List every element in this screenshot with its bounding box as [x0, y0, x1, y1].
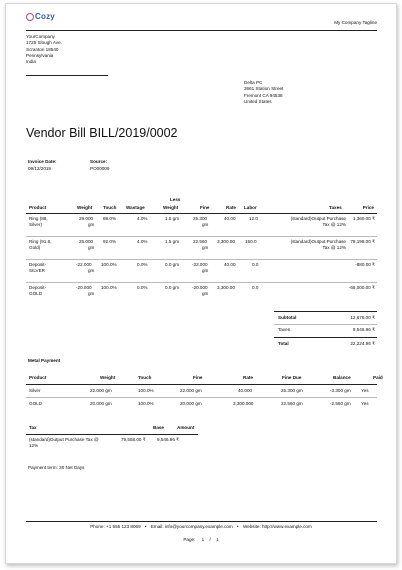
cell-fine-line1: 25.300	[193, 216, 208, 221]
totals-top-divider	[274, 311, 377, 312]
mp-header-divider	[26, 384, 377, 385]
mp-cell-rate: 40.000	[238, 388, 253, 393]
cell-taxes-line2: Tax @ 12%	[322, 245, 346, 251]
company-city: Scranton 18540	[26, 46, 59, 52]
cell-taxes-line1: (standard)Output Purchase	[290, 216, 346, 221]
company-address	[26, 34, 62, 65]
cell-less-weight: 0.0 gm	[165, 285, 180, 290]
tax-cell-base: 79,558.00 ₹	[121, 437, 146, 442]
taxes-label: Taxes	[278, 327, 290, 332]
col-header-less: Less	[170, 197, 181, 202]
totals-total-divider	[274, 337, 377, 338]
cell-weight-line2: gm	[88, 291, 95, 297]
invoice-date-value: 09/12/2019	[28, 166, 51, 171]
cell-weight	[79, 216, 94, 229]
mp-cell-touch: 100.0%	[138, 401, 154, 406]
partner-country: United States	[244, 98, 272, 104]
cell-fine-line1: -20.000	[192, 285, 208, 290]
cell-product	[29, 239, 51, 252]
cell-fine-line2: gm	[202, 268, 209, 274]
cell-product-line2: SILVER	[29, 268, 45, 274]
mp-cell-paid: Yes	[361, 401, 369, 406]
company-country: India	[26, 59, 36, 65]
company-tagline: My Company Tagline	[334, 20, 377, 25]
tax-header-tax: Tax	[29, 425, 37, 430]
tax-cell-name	[29, 437, 99, 450]
footer-contacts	[6, 524, 396, 530]
cell-taxes-line1: (standard)Output Purchase	[290, 239, 346, 244]
mp-header-balance: Balance	[333, 375, 351, 380]
mp-cell-fine-due: 25.300 gm	[281, 388, 303, 393]
tax-header-amount: Amount	[177, 425, 195, 430]
cell-fine	[192, 285, 208, 298]
mp-cell-weight: 22.000 gm	[90, 388, 112, 393]
cell-fine-line1: -22.000	[192, 262, 208, 267]
cell-fine	[193, 216, 208, 229]
metal-payment-heading: Metal Payment	[28, 358, 61, 363]
mp-cell-fine: 22.000 gm	[180, 388, 202, 393]
taxes-value: 9,546.96 ₹	[352, 327, 375, 332]
col-header-wastage: Wastage	[126, 205, 145, 210]
cell-weight-line1: 29.000	[79, 216, 94, 221]
mp-header-weight: Weight	[100, 375, 116, 380]
cell-price: -880.00 ₹	[355, 262, 375, 267]
cell-weight-line1: 25.000	[79, 239, 94, 244]
mp-cell-paid: Yes	[361, 388, 369, 393]
header-divider	[26, 30, 377, 31]
mp-cell-weight: 20.000 gm	[90, 401, 112, 406]
source-value: PO00009	[90, 166, 110, 171]
cell-taxes-line2: Tax @ 12%	[322, 222, 346, 228]
subtotal-value: 12,678.00 ₹	[350, 315, 375, 320]
footer-divider	[26, 521, 377, 522]
col-header-taxes: Taxes	[329, 205, 342, 210]
tax-header-divider	[26, 434, 198, 435]
cell-wastage: 4.0%	[137, 239, 148, 244]
company-state: Pennsylvania	[26, 52, 54, 58]
cell-weight-line1: -20.000	[76, 285, 92, 290]
cell-product-line2: Gold)	[29, 245, 41, 251]
document-title: Vendor Bill BILL/2019/0002	[26, 126, 178, 140]
page-slash: /	[209, 537, 211, 542]
cell-labor: 12.0	[249, 216, 258, 221]
tax-cell-name-line1: (standard)Output Purchase Tax @	[29, 437, 99, 442]
tax-header-base: Base	[153, 425, 164, 430]
cell-wastage: 4.0%	[137, 216, 148, 221]
subtotal-label: Subtotal	[278, 315, 297, 320]
cell-rate: 40.00	[224, 262, 236, 267]
cell-product-line2: Silver)	[29, 222, 43, 228]
totals-divider	[274, 324, 377, 325]
company-logo	[26, 12, 55, 21]
cell-weight	[76, 262, 94, 275]
partner-city: Fremont CA 94538	[244, 92, 283, 98]
total-label: Total	[278, 341, 289, 346]
cell-touch: 100.0%	[101, 285, 117, 290]
cell-weight-line2: gm	[88, 222, 95, 228]
lines-header-divider	[26, 213, 377, 214]
logo-text: Cozy	[35, 12, 55, 21]
col-header-touch: Touch	[103, 205, 117, 210]
source-label: Source:	[90, 159, 108, 164]
cell-product-line2: GOLD	[29, 291, 43, 297]
invoice-date-label: Invoice Date:	[28, 159, 57, 164]
col-header-labor: Labor	[244, 205, 257, 210]
partner-address	[244, 80, 283, 105]
footer-website: Website: http://www.example.com	[242, 524, 312, 529]
mp-header-fine: Fine	[193, 375, 203, 380]
cell-price: 1,360.00 ₹	[352, 216, 375, 221]
cell-fine-line2: gm	[202, 222, 209, 228]
cell-weight-line1: -22.000	[76, 262, 92, 267]
cell-taxes	[268, 216, 346, 229]
cell-price: 78,198.00 ₹	[350, 239, 375, 244]
cell-weight-line2: gm	[88, 245, 95, 251]
col-header-less-weight: Weight	[163, 205, 179, 210]
page-number	[6, 537, 396, 543]
footer-email: Email: info@yourcompany.example.com	[150, 524, 233, 529]
cell-labor: 0.0	[252, 262, 259, 267]
page-total: 1	[216, 537, 219, 542]
mp-cell-touch: 100.0%	[138, 388, 154, 393]
mp-cell-balance: -3.300 gm	[330, 388, 351, 393]
page-current: 1	[201, 537, 205, 542]
page-label: Page:	[183, 537, 196, 542]
mp-header-rate: Rate	[243, 375, 253, 380]
mp-header-fine-due: Fine Due	[282, 375, 302, 380]
row-divider	[26, 397, 377, 398]
cell-touch: 88.0%	[103, 216, 117, 221]
footer-phone: Phone: +1 555 123 8069	[90, 524, 141, 529]
company-name: YourCompany	[26, 34, 55, 39]
cell-less-weight: 1.5 gm	[165, 216, 180, 221]
cell-product-line1: Deposit-	[29, 285, 47, 290]
cell-taxes	[268, 239, 346, 252]
col-header-rate: Rate	[226, 205, 236, 210]
cell-product-line1: Ring (88,	[29, 216, 48, 221]
row-divider	[26, 236, 377, 237]
mp-cell-balance: -2.560 gm	[330, 401, 351, 406]
cell-rate: 40.00	[224, 216, 236, 221]
company-street: 1725 Slough Ave.	[26, 40, 62, 46]
cell-product	[29, 285, 46, 298]
cell-weight	[76, 285, 94, 298]
col-header-weight: Weight	[77, 205, 93, 210]
cell-weight	[79, 239, 94, 252]
partner-street: 3661 Station Street	[244, 86, 284, 92]
cell-wastage: 0.0%	[137, 285, 148, 290]
cell-product-line1: Deposit-	[29, 262, 47, 267]
mp-header-touch: Touch	[138, 375, 152, 380]
cell-rate: 3,300.00	[217, 239, 235, 244]
tax-cell-name-line2: 12%	[29, 443, 39, 449]
col-header-fine: Fine	[200, 205, 210, 210]
cell-price: -66,000.00 ₹	[348, 285, 375, 290]
logo-circle-icon	[26, 13, 34, 21]
cell-fine-line1: 22.560	[193, 239, 208, 244]
document-page	[5, 3, 397, 564]
cell-product	[29, 262, 46, 275]
footer-separator: •	[237, 524, 239, 529]
tax-cell-amount: 9,546.96 ₹	[157, 437, 180, 442]
mp-cell-product: Silver	[29, 388, 41, 393]
mp-cell-product: GOLD	[29, 401, 43, 406]
cell-less-weight: 1.5 gm	[165, 239, 180, 244]
partner-name: Delta PC	[244, 80, 263, 85]
cell-product-line1: Ring (91.6,	[29, 239, 52, 244]
mp-cell-fine: 20.000 gm	[180, 401, 202, 406]
cell-weight-line2: gm	[88, 268, 95, 274]
cell-fine-line2: gm	[202, 245, 209, 251]
mp-cell-fine-due: 22.560 gm	[281, 401, 303, 406]
payment-term: Payment term: 30 Net Days	[28, 465, 85, 470]
cell-less-weight: 0.0 gm	[165, 262, 180, 267]
company-address-divider	[26, 75, 108, 76]
total-value: 22,224.96 ₹	[350, 341, 375, 346]
cell-fine	[192, 262, 208, 275]
cell-touch: 100.0%	[101, 262, 117, 267]
cell-product	[29, 216, 48, 229]
cell-fine	[193, 239, 208, 252]
cell-fine-line2: gm	[202, 291, 209, 297]
col-header-product: Product	[29, 205, 47, 210]
col-header-price: Price	[362, 205, 374, 210]
mp-header-paid: Paid	[373, 375, 383, 380]
row-divider	[26, 282, 377, 283]
cell-rate: 3,300.00	[217, 285, 235, 290]
cell-wastage: 0.0%	[137, 262, 148, 267]
cell-touch: 92.0%	[103, 239, 117, 244]
footer-separator: •	[144, 524, 147, 529]
mp-cell-rate: 3,300.000	[233, 401, 254, 406]
cell-labor: 150.0	[245, 239, 257, 244]
mp-header-product: Product	[29, 375, 47, 380]
cell-labor: 0.0	[252, 285, 259, 290]
row-divider	[26, 259, 377, 260]
